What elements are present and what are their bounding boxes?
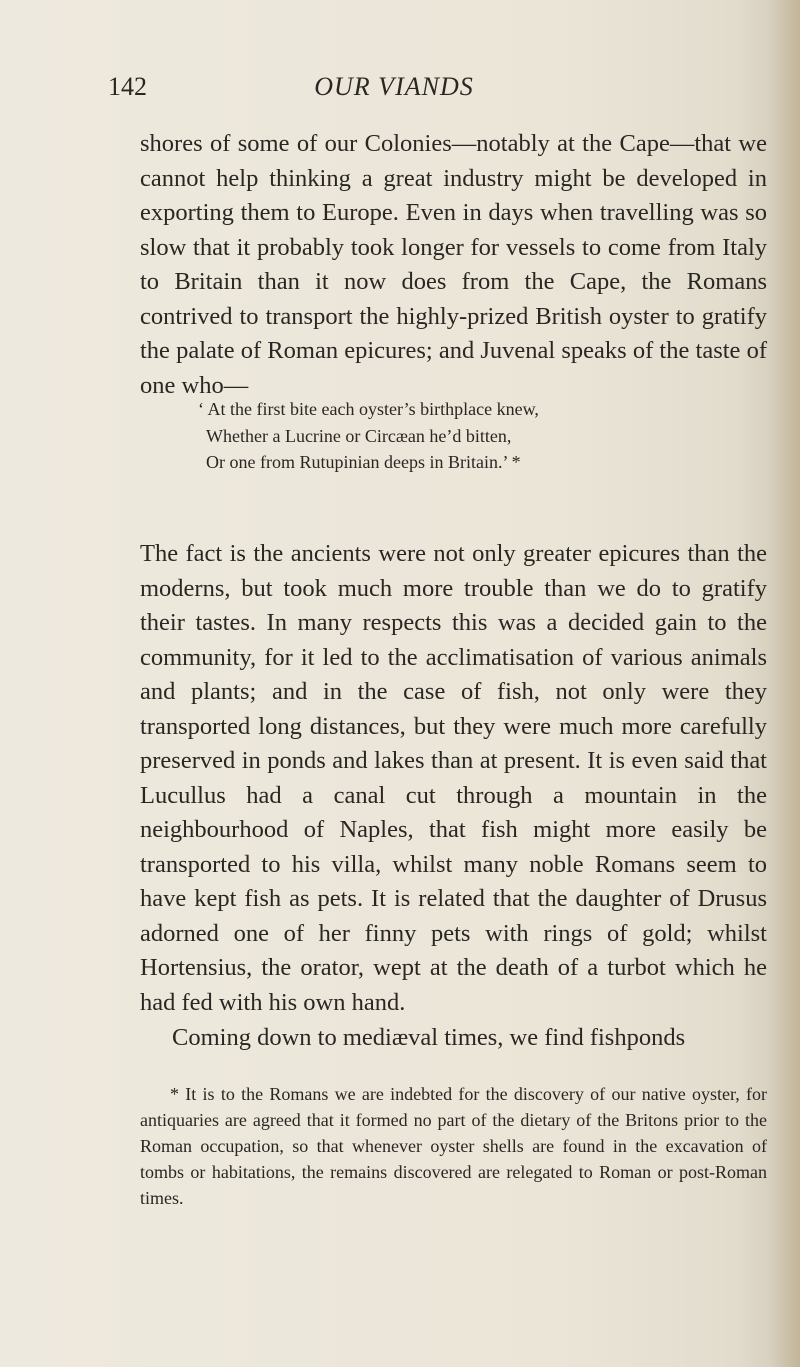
- paragraph-3: Coming down to mediæval times, we find fishponds: [172, 1024, 686, 1051]
- page-number: 142: [108, 72, 147, 101]
- page-header: [108, 72, 680, 112]
- verse-quotation: [198, 396, 758, 476]
- paragraph-1: shores of some of our Colonies—notably at the Cape—that we cannot help thinking a great industry might be developed in exporting them to Europe. Even in days when travelling was so slow that it probably took longer for vessels to come from Italy to Britain than it now does from the Cape, the Romans contrived to transport the highly-prized British oyster to gratify the palate of Roman epicures; and Juvenal speaks of the taste of one who—: [140, 130, 767, 399]
- running-head: OUR VIANDS: [314, 72, 474, 101]
- paragraph-2: The fact is the ancients were not only greater epicures than the moderns, but took much more trouble than we do to gratify their tastes. In many respects this was a decided gain to the community, for it led to the acclimatisation of various animals and plants; and in the case of fish, not only were they transported long distances, but they were much more carefully preserved in ponds and lakes than at present. It is even said that Lucullus had a canal cut through a mountain in the neighbourhood of Naples, that fish might more easily be transported to his villa, whilst many noble Romans seem to have kept fish as pets. It is related that the daughter of Drusus adorned one of her finny pets with rings of gold; whilst Hortensius, the orator, wept at the death of a turbot which he had fed with his own hand.: [140, 540, 767, 1016]
- verse-line-3: Or one from Rutupinian deeps in Britain.’ *: [206, 452, 521, 472]
- footnote: * It is to the Romans we are indebted for the discovery of our native oyster, for antiquaries are agreed that it formed no part of the dietary of the Britons prior to the Roman occupation, so that whenever oyster shells are found in the excavation of tombs or habitations, the remains discovered are relegated to Roman or post-Roman times.: [140, 1084, 767, 1208]
- verse-line-2: Whether a Lucrine or Circæan he’d bitten,: [206, 425, 512, 446]
- verse-line-1: ‘ At the first bite each oyster’s birthplace knew,: [198, 399, 539, 419]
- page-edge-shadow: [770, 0, 800, 1367]
